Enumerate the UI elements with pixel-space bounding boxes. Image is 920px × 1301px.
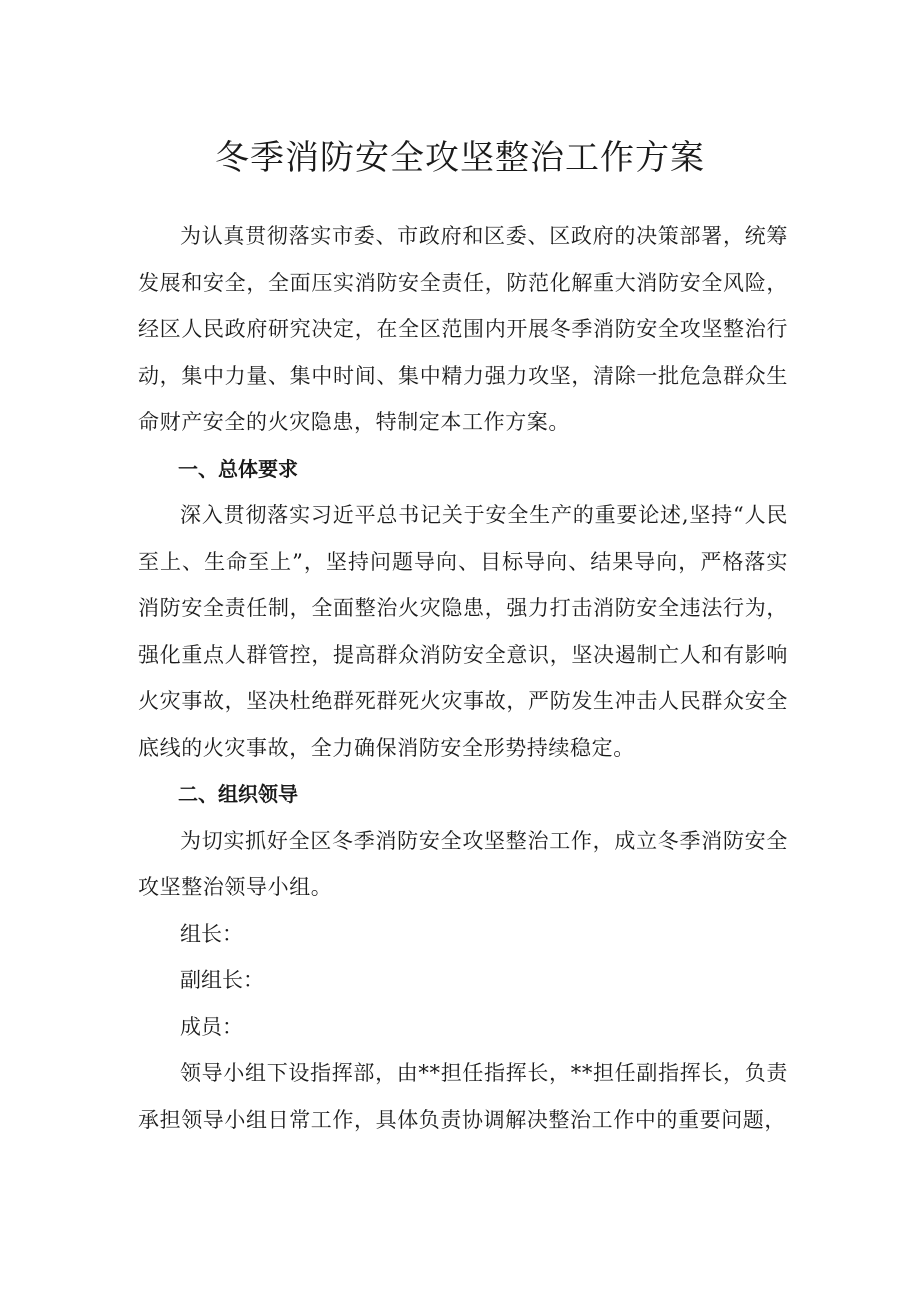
command-paragraph: 领导小组下设指挥部，由**担任指挥长，**担任副指挥长，负责承担领导小组日常工作，具体负责协调解决整治工作中的重要问题，	[138, 1061, 788, 1132]
general-requirements-paragraph: 深入贯彻落实习近平总书记关于安全生产的重要论述,坚持“人民至上、生命至上”，坚持问题导向、目标导向、结果导向，严格落实消防安全责任制，全面整治火灾隐患，强力打击消防安全违法行为，强化重点人群管控，提高群众消防安全意识，坚决遏制亡人和有影响火灾事故，坚决杜绝群死群死火灾事故，严防发生冲击人民群众安全底线的火灾事故，全力确保消防安全形势持续稳定。	[138, 503, 788, 760]
document-title: 冬季消防安全攻坚整治工作方案	[215, 138, 705, 178]
deputy-leader-line: 副组长：	[180, 968, 264, 992]
document-body	[138, 213, 788, 1143]
intro-paragraph: 为认真贯彻落实市委、市政府和区委、区政府的决策部署，统筹发展和安全，全面压实消防安全责任，防范化解重大消防安全风险，经区人民政府研究决定，在全区范围内开展冬季消防安全攻坚整治行动，集中力量、集中时间、集中精力强力攻坚，清除一批危急群众生命财产安全的火灾隐患，特制定本工作方案。	[138, 224, 788, 434]
section-heading-general-requirements: 一、总体要求	[178, 456, 298, 481]
leader-line: 组长：	[180, 921, 243, 946]
members-line: 成员：	[180, 1014, 243, 1039]
organization-paragraph: 为切实抓好全区冬季消防安全攻坚整治工作，成立冬季消防安全攻坚整治领导小组。	[138, 828, 788, 899]
section-heading-organization: 二、组织领导	[178, 782, 298, 806]
